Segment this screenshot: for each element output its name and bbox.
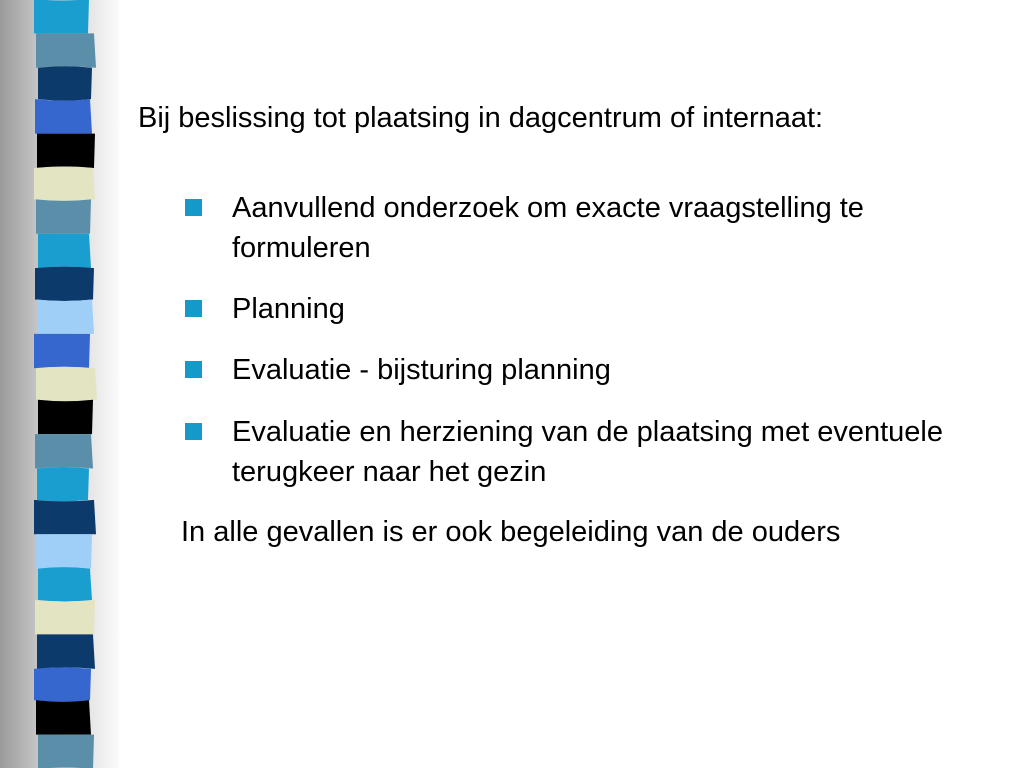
strip-segment: [37, 467, 89, 501]
bullet-text-4: Evaluatie en herziening van de plaatsing met eventuele terugkeer naar het gezin: [232, 416, 943, 488]
strip-segment: [35, 99, 92, 133]
square-bullet-icon: [185, 361, 202, 378]
strip-segment: [38, 735, 94, 768]
strip-segment: [38, 567, 92, 601]
strip-segment: [36, 534, 92, 568]
square-bullet-icon: [185, 300, 202, 317]
square-bullet-icon: [185, 423, 202, 440]
decorative-color-strip: [0, 0, 120, 768]
strip-segment: [35, 267, 94, 301]
strip-segment: [34, 334, 90, 368]
strip-segment: [36, 700, 91, 734]
strip-segment: [36, 367, 97, 401]
bullet-item-3: [185, 350, 995, 390]
strip-segment: [34, 0, 89, 33]
strip-segment: [36, 199, 91, 233]
strip-segment: [34, 500, 96, 534]
strip-segment: [34, 667, 91, 701]
strip-segment: [38, 234, 91, 268]
bullet-text-3: Evaluatie - bijsturing planning: [232, 354, 611, 386]
strip-segment: [34, 166, 95, 200]
strip-segment: [38, 400, 93, 434]
square-bullet-icon: [185, 199, 202, 216]
strip-segment: [35, 434, 93, 468]
closing-text: In alle gevallen is er ook begeleiding van de ouders: [181, 516, 841, 548]
strip-segment: [35, 600, 95, 634]
strip-segment: [37, 300, 94, 334]
bullet-item-1: [185, 188, 995, 268]
bullet-item-2: [185, 289, 995, 329]
bullet-item-4: [185, 412, 945, 492]
strip-segment: [36, 33, 96, 67]
bullet-text-2: Planning: [232, 293, 345, 325]
bullet-text-1: Aanvullend onderzoek om exacte vraagstelling te formuleren: [232, 192, 864, 264]
strip-segment: [38, 66, 92, 100]
strip-segment: [37, 634, 95, 668]
slide-title: Bij beslissing tot plaatsing in dagcentrum of internaat:: [138, 102, 824, 134]
strip-segment: [37, 134, 95, 168]
